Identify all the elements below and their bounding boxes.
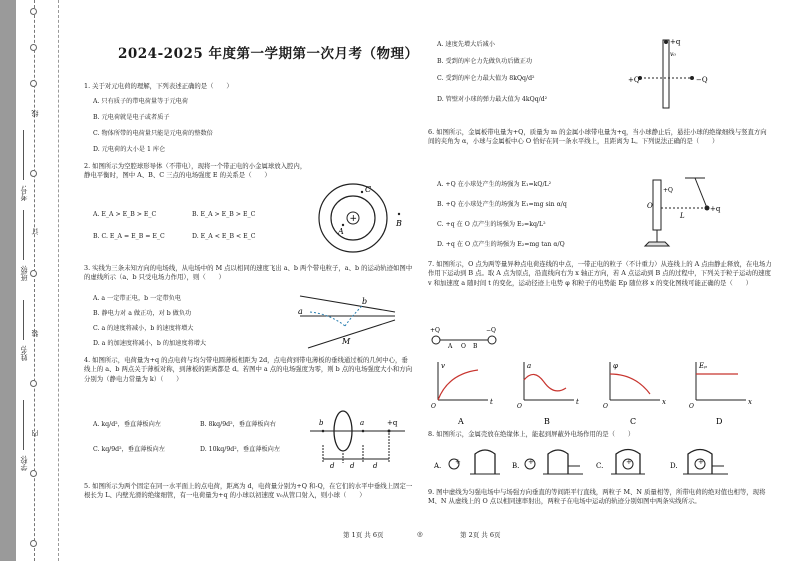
page-number-right: 第 2页 共 6页 xyxy=(460,531,501,539)
q3-option-c: C. a 的速度将减小，b 的速度将增大 xyxy=(93,325,194,332)
origin-label: O xyxy=(603,403,608,410)
label-b: B xyxy=(473,343,478,349)
charged-ball xyxy=(705,206,710,211)
metal-shell xyxy=(475,450,495,474)
q1-option-d: D. 元电荷的大小是 1 库仑 xyxy=(93,146,166,153)
label-a: A xyxy=(338,227,344,236)
page-number-left: 第 1页 共 6页 xyxy=(343,531,384,539)
q6-option-a: A. +Q 在小球处产生的场强为 E₁=kQ/L² xyxy=(437,181,552,188)
page-divider-mark: ◎ xyxy=(417,530,423,538)
metal-shell xyxy=(548,450,568,474)
q8-figure-c xyxy=(596,450,645,475)
q2-option-b: B. E_A > E_B > E_C xyxy=(192,211,256,218)
label-plus-Q: +Q xyxy=(430,327,440,334)
binding-hole xyxy=(30,8,37,15)
q8-figures xyxy=(430,444,760,478)
q1-option-a: A. 只有质子的带电荷量等于元电荷 xyxy=(93,98,189,105)
question-8-stem: 8. 如图所示，金属壳放在绝缘体上，能起到屏蔽外电场作用的是（ ） xyxy=(428,430,635,438)
y-axis-label: φ xyxy=(613,362,618,370)
question-3-stem: 3. 实线为三条未知方向的电场线，从电场中的 M 点以相同的速度飞出 a、b 两个带电粒子，a、b 的运动轨迹如图中的虚线所示（a、b 只受电场力作用），则（ ） xyxy=(84,264,413,282)
q6-option-d: D. +q 在 O 点产生的场强为 E₂=mg tan α/Q xyxy=(437,241,565,248)
label-m: M xyxy=(342,337,351,346)
letter-a: A. xyxy=(434,462,442,470)
label-a: a xyxy=(360,419,365,427)
small-ball xyxy=(664,40,668,44)
origin-label: O xyxy=(517,403,522,410)
q4-option-a: A. kq/d²，垂直薄板向左 xyxy=(93,421,161,428)
field-line-top xyxy=(300,296,395,312)
plus-sign: + xyxy=(349,214,358,224)
q5-option-b: B. 受到的库仑力先做负功后做正功 xyxy=(437,58,533,65)
q5-figure-tube xyxy=(620,32,715,112)
question-6-stem: 6. 如图所示，金属板带电量为+Q，质量为 m 的金属小球带电量为+q，当小球静止后，悬挂小球的绝缘细线与竖直方向间的夹角为 α，小球与金属板中心 O 恰好在同一条水平线上，且距离为 L。下列说法正确的是（ ） xyxy=(428,128,767,146)
page-title: 2024-2025 年度第一学期第一次月考（物理） xyxy=(118,46,419,62)
plus-sign: + xyxy=(626,458,632,466)
question-4-stem: 4. 如图所示，电荷量为+q 的点电荷与均匀带电圆薄板相距为 2d，点电荷到带电薄板的垂线通过板的几何中心，垂线上的 a、b 两点关于薄板对称，到薄板的距离都是 d。若图中 a 点的电场强度为零，则 b 点的电场强度大小和方向分别为（静电力常量为 k）（ ） xyxy=(84,356,413,383)
graph-letter: A xyxy=(458,417,464,426)
q3-figure-field-lines xyxy=(290,292,400,354)
label-d: d xyxy=(373,462,378,470)
binding-strip xyxy=(0,0,16,561)
label-q: +q xyxy=(710,205,721,213)
letter-d: D. xyxy=(670,462,678,470)
charge-negative xyxy=(488,336,496,344)
point-b xyxy=(322,430,325,433)
q4-option-d: D. 10kq/9d²，垂直薄板向左 xyxy=(200,446,281,453)
plus-sign: + xyxy=(528,458,534,466)
plus-sign: + xyxy=(455,458,461,466)
point-c xyxy=(361,191,363,193)
label-c: C xyxy=(365,185,372,194)
origin-label: O xyxy=(689,403,694,410)
q2-option-a: A. E_A > E_B > E_C xyxy=(93,211,157,218)
id-blank[interactable] xyxy=(23,130,24,180)
label-minus-Q: −Q xyxy=(486,327,496,334)
letter-c: C. xyxy=(596,462,604,470)
q7-graph-b xyxy=(517,362,579,426)
label-plus-q: +q xyxy=(670,38,681,46)
q6-figure-plate-ball xyxy=(625,172,725,252)
label-q: +q xyxy=(387,419,398,427)
x-axis-label: x xyxy=(748,398,752,406)
point-b xyxy=(398,213,400,215)
label-o: O xyxy=(647,202,653,210)
q5-option-a: A. 速度先增大后减小 xyxy=(437,41,495,48)
label-a: A xyxy=(448,343,453,349)
name-blank[interactable] xyxy=(23,300,24,340)
binding-margin xyxy=(0,0,70,561)
q1-option-b: B. 元电荷就是电子或者质子 xyxy=(93,114,170,121)
school-label: 学校: xyxy=(20,455,28,472)
q6-option-c: C. +q 在 O 点产生的场强为 E₂=kq/L² xyxy=(437,221,546,228)
point-a xyxy=(342,224,344,226)
graph-curve xyxy=(438,370,478,400)
charge-positive xyxy=(432,336,440,344)
y-axis-label: Eₚ xyxy=(699,362,707,370)
x-axis-label: t xyxy=(576,398,579,406)
q8-figure-a xyxy=(433,450,500,474)
q3-option-a: A. a 一定带正电，b 一定带负电 xyxy=(93,295,182,302)
q3-option-b: B. 静电力对 a 做正功，对 b 做负功 xyxy=(93,310,192,317)
q7-graphs xyxy=(430,350,770,430)
q8-figure-b xyxy=(512,450,583,474)
question-7-stem: 7. 如图所示，O 点为两等量异种点电荷连线的中点，一带正电的粒子（不计重力）从连线上的 A 点由静止释放，在电场力作用下运动到 B 点。取 A 点为原点，沿直线向右为 x 轴正方向，若 A 点运动到 B 点的过程中，下列关于粒子运动的速度 v 和加速度 a 随时间 t 的变化，运动径迹上电势 φ 和粒子的电势能 Ep 随位移 x 的变化图线可能正确的是（ ） xyxy=(428,260,772,287)
label-b: B xyxy=(396,219,402,228)
question-9-stem: 9. 图中虚线为匀强电场中与场强方向垂直的等间距平行直线，两粒子 M、N 质量相等，所带电荷的绝对值也相等，现将 M、N 从虚线上的 O 点以相同速率射出，两粒子在电场中运动的轨迹分别如图中两条实线所示。 xyxy=(428,488,766,506)
question-1-stem: 1. 关于对元电荷的理解，下列表述正确的是（ ） xyxy=(84,82,233,90)
binding-hole xyxy=(30,80,37,87)
q3-option-d: D. a 的加速度将减小，b 的加速度将增大 xyxy=(93,340,207,347)
letter-b: B. xyxy=(512,462,520,470)
label-minus-Q: −Q xyxy=(696,76,708,84)
label-a: a xyxy=(298,307,303,316)
label-plus-Q: +Q xyxy=(628,76,640,84)
insulating-tube xyxy=(663,40,669,108)
label-plus-Q: +Q xyxy=(663,187,673,194)
graph-letter: D xyxy=(716,417,723,426)
trajectory-a xyxy=(310,312,345,326)
q1-option-c: C. 物体所带的电荷量只能是元电荷的整数倍 xyxy=(93,130,213,137)
charge-minus xyxy=(690,76,694,80)
label-l: L xyxy=(680,212,685,220)
label-d: d xyxy=(330,462,335,470)
name-label: 姓名: xyxy=(20,345,28,362)
binding-hole xyxy=(30,380,37,387)
x-axis-label: x xyxy=(662,398,666,406)
q2-option-c: B. C. E_A = E_B = E_C xyxy=(93,233,165,240)
y-axis-label: a xyxy=(527,362,532,370)
label-d: d xyxy=(350,462,355,470)
q5-option-d: D. 管壁对小球的弹力最大值为 4kQq/d² xyxy=(437,96,548,103)
graph-curve xyxy=(524,374,566,390)
graph-curve xyxy=(610,374,650,394)
y-axis-label: v xyxy=(441,362,445,370)
q6-option-b: B. +Q 在小球处产生的场强为 E₁=mg sin α/q xyxy=(437,201,567,208)
x-axis-label: t xyxy=(490,398,493,406)
q7-graph-a xyxy=(431,362,493,426)
field-line-bottom xyxy=(308,320,395,348)
id-label: 考号: xyxy=(20,185,28,202)
label-b: b xyxy=(362,297,368,306)
outer-label: 内 xyxy=(31,430,39,437)
question-2-stem: 2. 如图所示为空腔球形导体（不带电），现将一个带正电的小金属球放入腔内，静电平衡时，图中 A、B、C 三点的电场强度 E 的关系是（ ） xyxy=(84,162,307,180)
question-5-stem: 5. 如图所示为两个固定在同一水平面上的点电荷，距离为 d，电荷量分别为+Q 和-Q，在它们的水平中垂线上固定一根长为 L、内壁光滑的绝缘细管，有一电荷量为+q 的小球以初速度 v₀从管口射入，则小球（ ） xyxy=(84,482,413,500)
class-label: 班级: xyxy=(20,265,28,282)
school-blank[interactable] xyxy=(23,400,24,450)
graph-letter: B xyxy=(544,417,550,426)
q2-option-d: D. E_A < E_B < E_C xyxy=(192,233,256,240)
label-v0: v₀ xyxy=(670,51,676,58)
stand-base xyxy=(645,242,669,246)
bind-label: 装 xyxy=(31,330,39,337)
q2-figure-spherical-shell xyxy=(315,180,410,260)
class-blank[interactable] xyxy=(23,210,24,260)
seal-label: 订 xyxy=(31,228,39,235)
graph-letter: C xyxy=(630,417,637,426)
q4-option-c: C. kq/9d²，垂直薄板向左 xyxy=(93,446,165,453)
q5-option-c: C. 受到的库仑力最大值为 8kQq/d² xyxy=(437,75,535,82)
q7-graph-c xyxy=(603,362,666,426)
point-charge xyxy=(388,430,391,433)
plus-sign: + xyxy=(698,458,704,466)
binding-hole xyxy=(30,44,37,51)
label-b: b xyxy=(319,419,324,427)
thread xyxy=(695,178,707,208)
q7-figure-charges xyxy=(428,324,498,349)
metal-plate xyxy=(653,180,661,230)
binding-hole xyxy=(30,470,37,477)
q4-option-b: B. 8kq/9d²，垂直薄板向右 xyxy=(200,421,276,428)
binding-hole xyxy=(30,170,37,177)
seal-line-inner xyxy=(58,0,59,561)
binding-hole xyxy=(30,540,37,547)
line-label: 线 xyxy=(31,110,39,117)
q7-graph-d xyxy=(689,362,752,426)
origin-label: O xyxy=(431,403,436,410)
point-a xyxy=(362,430,365,433)
label-o: O xyxy=(461,343,466,349)
q4-figure-plate xyxy=(305,405,415,470)
binding-hole xyxy=(30,270,37,277)
